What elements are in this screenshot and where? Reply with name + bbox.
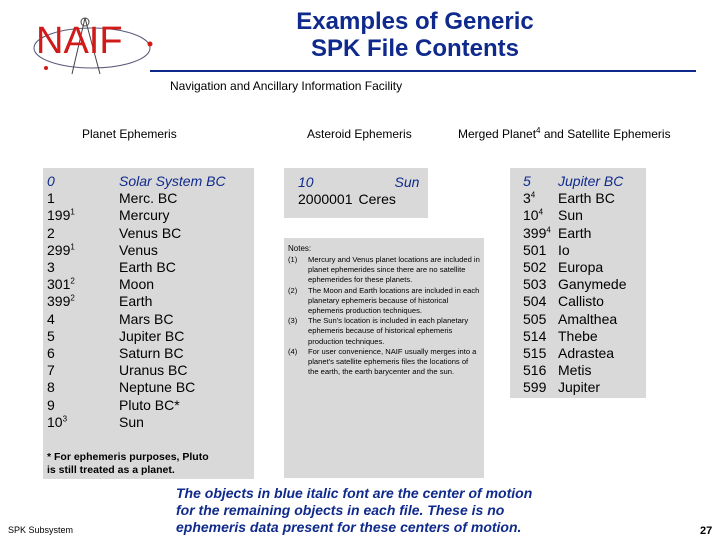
planet-id-value: 199: [47, 207, 71, 224]
planet-id-value: 1: [47, 190, 55, 207]
merged-id: [523, 225, 551, 242]
bottom-note-line-3: ephemeris data present for these centers of motion.: [176, 519, 522, 535]
planet-id-sup: 2: [70, 293, 75, 303]
planet-id-sup: 3: [62, 414, 68, 424]
logo-text: NAIF: [36, 20, 123, 62]
page-title: [230, 8, 600, 62]
footnote-line-2: is still treated as a planet.: [47, 464, 175, 476]
planet-id-value: 399: [47, 293, 71, 310]
planet-id: [47, 311, 75, 328]
merged-name-list: [558, 173, 626, 397]
merged-name: Io: [558, 241, 570, 258]
bottom-note-line-2: for the remaining objects in each file. These is no: [176, 502, 505, 518]
merged-id-value: 515: [523, 345, 547, 362]
merged-id-sup: 4: [530, 190, 536, 200]
asteroid-name: Ceres: [358, 191, 396, 207]
asteroid-row: [298, 191, 425, 208]
merged-id-value: 399: [523, 224, 547, 241]
note-text: Mercury and Venus planet locations are included in planet ephemerides since there are no satellite ephemerides for these planets.: [308, 255, 480, 285]
planet-name: Uranus BC: [119, 362, 188, 379]
planet-id-value: 9: [47, 396, 55, 413]
merged-name: Adrastea: [558, 345, 615, 362]
planet-id: [47, 259, 75, 276]
planet-id: [47, 242, 75, 259]
planet-id-value: 8: [47, 379, 55, 396]
planet-name: Mercury: [119, 207, 170, 224]
merged-name: Thebe: [558, 327, 598, 344]
planet-id: [47, 345, 75, 362]
center-of-motion-note: [176, 485, 616, 536]
merged-name: Amalthea: [558, 310, 618, 327]
merged-id-value: 5: [523, 173, 531, 189]
planet-id-sup: 2: [70, 276, 75, 286]
planet-id: [47, 328, 75, 345]
merged-id: [523, 276, 551, 293]
title-line-1: Examples of Generic: [296, 8, 534, 35]
planet-id-value: 7: [47, 362, 55, 379]
asteroid-id: 2000001: [298, 191, 353, 207]
planet-id: [47, 379, 75, 396]
merged-id-value: 514: [523, 327, 547, 344]
merged-ephemeris-heading: [458, 127, 671, 141]
merged-heading-prefix: Merged Planet: [458, 127, 537, 141]
merged-heading-sup: 4: [536, 126, 541, 135]
planet-id: [47, 190, 75, 207]
planet-name: Solar System BC: [119, 173, 226, 189]
merged-id: [523, 362, 551, 379]
planet-id-value: 10: [47, 413, 63, 430]
planet-id-value: 2: [47, 224, 55, 241]
merged-name: Earth BC: [558, 190, 615, 207]
planet-name: Saturn BC: [119, 345, 184, 362]
note-text: The Moon and Earth locations are included in each planetary ephemeris because of historical ephemeris production techniques.: [308, 285, 480, 316]
merged-id: [523, 379, 551, 396]
merged-id: [523, 345, 551, 362]
planet-name: Neptune BC: [119, 379, 196, 396]
title-line-2: SPK File Contents: [310, 35, 520, 62]
planet-name: Venus BC: [119, 224, 182, 241]
planet-name: Mars BC: [119, 310, 174, 327]
note-number: (2): [288, 285, 298, 295]
merged-id: [523, 311, 551, 328]
notes-panel: [284, 238, 484, 478]
merged-heading-suffix: and Satellite Ephemeris: [540, 127, 671, 141]
planet-id-sup: 1: [70, 242, 75, 252]
planet-id-value: 6: [47, 345, 55, 362]
merged-id: [523, 259, 551, 276]
page-number: 27: [700, 525, 713, 537]
merged-name: Europa: [558, 259, 604, 276]
planet-name: Moon: [119, 276, 155, 293]
merged-id-value: 504: [523, 293, 547, 310]
pluto-footnote: [47, 451, 247, 477]
note-text: For user convenience, NAIF usually merges into a planet's satellite ephemeris files the locations of the earth, the earth barycenter and the sun.: [308, 346, 477, 377]
note-item: [288, 286, 480, 317]
planet-id: [47, 397, 75, 414]
asteroid-name: Sun: [394, 174, 420, 190]
merged-id-value: 502: [523, 259, 547, 276]
note-item: [288, 316, 480, 347]
asteroid-row: [298, 174, 425, 191]
note-number: (4): [288, 346, 298, 356]
planet-name-list: [119, 173, 226, 431]
asteroid-id: 10: [298, 174, 314, 190]
planet-id: [47, 414, 75, 431]
planet-id-sup: 1: [70, 207, 75, 217]
planet-id-value: 299: [47, 241, 71, 258]
merged-id: [523, 207, 551, 224]
asteroid-ephemeris-heading: Asteroid Ephemeris: [307, 127, 412, 141]
subtitle: Navigation and Ancillary Information Facility: [170, 79, 403, 93]
planet-id-value: 0: [47, 173, 55, 189]
planet-id-value: 5: [47, 327, 55, 344]
footnote-line-1: * For ephemeris purposes, Pluto: [47, 451, 209, 463]
merged-id-sup: 4: [546, 224, 551, 234]
planet-id: [47, 276, 75, 293]
merged-id: [523, 328, 551, 345]
merged-id-sup: 4: [538, 207, 544, 217]
merged-name: Jupiter BC: [558, 173, 624, 189]
planet-id: [47, 362, 75, 379]
merged-ephemeris-panel: [510, 168, 646, 398]
planet-name: Jupiter BC: [119, 327, 185, 344]
merged-id-value: 501: [523, 241, 547, 258]
merged-id-value: 599: [523, 379, 547, 396]
note-number: (1): [288, 255, 298, 264]
planet-name: Earth: [119, 293, 153, 310]
merged-id-value: 3: [523, 190, 531, 207]
merged-id-value: 516: [523, 362, 547, 379]
merged-name: Metis: [558, 362, 592, 379]
planet-name: Earth BC: [119, 259, 176, 276]
merged-name: Jupiter: [558, 379, 601, 396]
note-item: [288, 255, 480, 286]
asteroid-ephemeris-panel: [284, 168, 428, 218]
merged-name: Sun: [558, 207, 583, 224]
footer-subsystem: SPK Subsystem: [8, 525, 74, 535]
planet-name: Pluto BC*: [119, 396, 180, 413]
planet-id: [47, 225, 75, 242]
planet-name: Merc. BC: [119, 190, 178, 207]
merged-id-value: 10: [523, 207, 539, 224]
asteroid-table: [298, 174, 425, 208]
title-divider: [150, 70, 696, 72]
notes-title: Notes:: [288, 244, 312, 253]
planet-id-value: 3: [47, 259, 55, 276]
note-number: (3): [288, 316, 298, 326]
notes-list: [288, 255, 480, 377]
merged-id: [523, 242, 551, 259]
merged-name: Callisto: [558, 293, 604, 310]
planet-id: [47, 173, 75, 190]
merged-id-list: [523, 173, 551, 397]
planet-ephemeris-panel: [43, 168, 254, 479]
planet-name: Sun: [119, 413, 144, 430]
planet-id-value: 301: [47, 276, 71, 293]
planet-ephemeris-heading: Planet Ephemeris: [82, 127, 177, 141]
planet-id: [47, 293, 75, 310]
merged-name: Earth: [558, 224, 592, 241]
bottom-note-line-1: The objects in blue italic font are the center of motion: [176, 485, 533, 501]
planet-id-list: [47, 173, 75, 431]
merged-id-value: 503: [523, 276, 547, 293]
merged-name: Ganymede: [558, 276, 627, 293]
note-item: [288, 347, 480, 378]
merged-id: [523, 190, 551, 207]
planet-id: [47, 207, 75, 224]
merged-id: [523, 173, 551, 190]
planet-id-value: 4: [47, 310, 55, 327]
note-text: The Sun's location is included in each planetary ephemeris because of historical ephemeris production techniques.: [308, 316, 469, 346]
merged-id: [523, 293, 551, 310]
merged-id-value: 505: [523, 310, 547, 327]
planet-name: Venus: [119, 241, 158, 258]
